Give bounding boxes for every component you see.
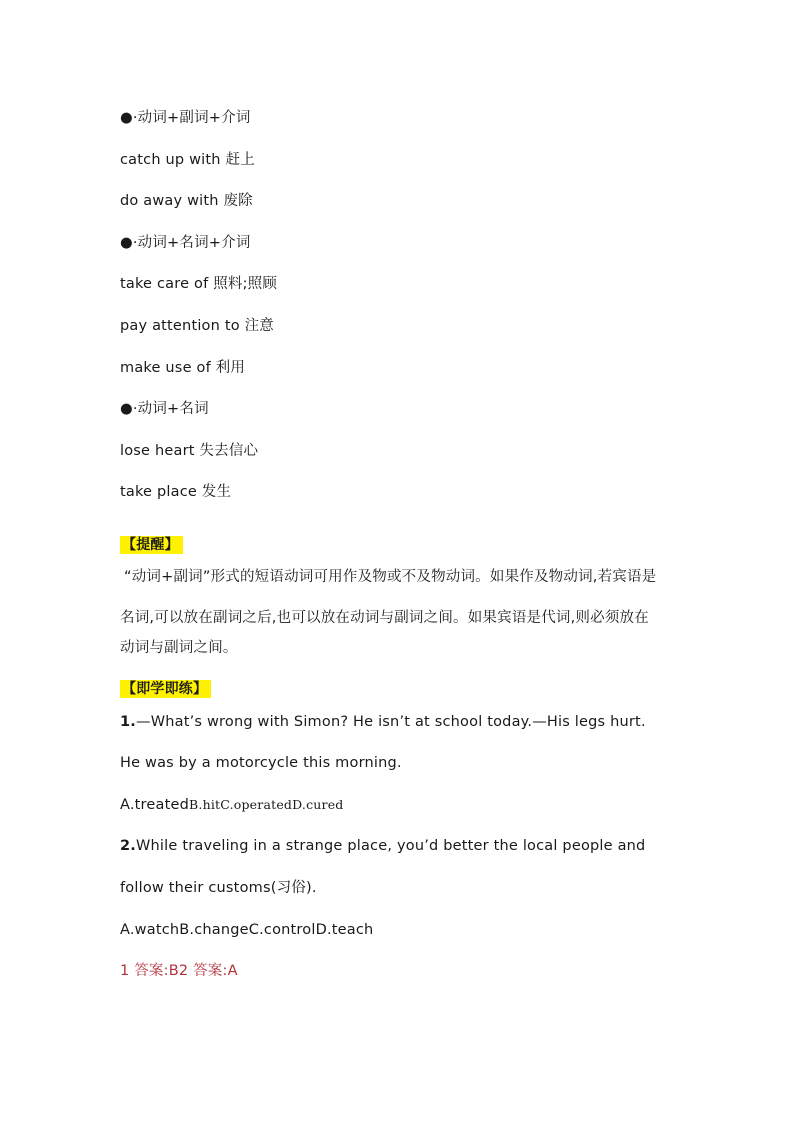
- phrase-lose-heart: lose heart 失去信心: [120, 443, 259, 459]
- answer-key: 1 答案:B2 答案:A: [120, 963, 238, 979]
- phrase-do-away-with: do away with 废除: [120, 193, 253, 209]
- phrase-take-place: take place 发生: [120, 484, 232, 500]
- phrase-catch-up-with: catch up with 赶上: [120, 152, 255, 168]
- question-2-options: A.watchB.changeC.controlD.teach: [120, 922, 374, 938]
- question-2-stem: While traveling in a strange place, you’d better the local people and: [136, 838, 646, 854]
- tip-heading: [120, 535, 183, 555]
- question-1-option-a: A.treated: [120, 797, 190, 813]
- tip-highlight-label: 【提醒】: [120, 536, 183, 554]
- tip-paragraph-line-3: 动词与副词之间。: [120, 640, 238, 656]
- question-1-stem: —What’s wrong with Simon? He isn’t at school today.—His legs hurt.: [136, 714, 646, 730]
- phrase-pay-attention-to: pay attention to 注意: [120, 318, 274, 334]
- practice-heading: [120, 679, 211, 699]
- bullet-heading-verb-noun: ●·动词+名词: [120, 401, 209, 417]
- tip-paragraph-line-2: 名词,可以放在副词之后,也可以放在动词与副词之间。如果宾语是代词,则必须放在: [120, 610, 649, 626]
- question-1-line-2: He was by a motorcycle this morning.: [120, 755, 402, 771]
- tip-paragraph-line-1: “动词+副词”形式的短语动词可用作及物或不及物动词。如果作及物动词,若宾语是: [124, 569, 657, 585]
- phrase-take-care-of: take care of 照料;照顾: [120, 276, 278, 292]
- question-1-line-1: [120, 712, 646, 732]
- bullet-heading-verb-adverb-preposition: ●·动词+副词+介词: [120, 110, 251, 126]
- practice-highlight-label: 【即学即练】: [120, 680, 211, 698]
- question-1-options-b-to-d: B.hitC.operatedD.cured: [189, 797, 344, 812]
- question-1-number: 1.: [120, 714, 136, 730]
- question-2-number: 2.: [120, 838, 136, 854]
- bullet-heading-verb-noun-preposition: ●·动词+名词+介词: [120, 235, 251, 251]
- question-2-line-1: [120, 836, 645, 856]
- phrase-make-use-of: make use of 利用: [120, 360, 246, 376]
- question-1-options: [120, 795, 344, 815]
- question-2-line-2: follow their customs(习俗).: [120, 880, 317, 896]
